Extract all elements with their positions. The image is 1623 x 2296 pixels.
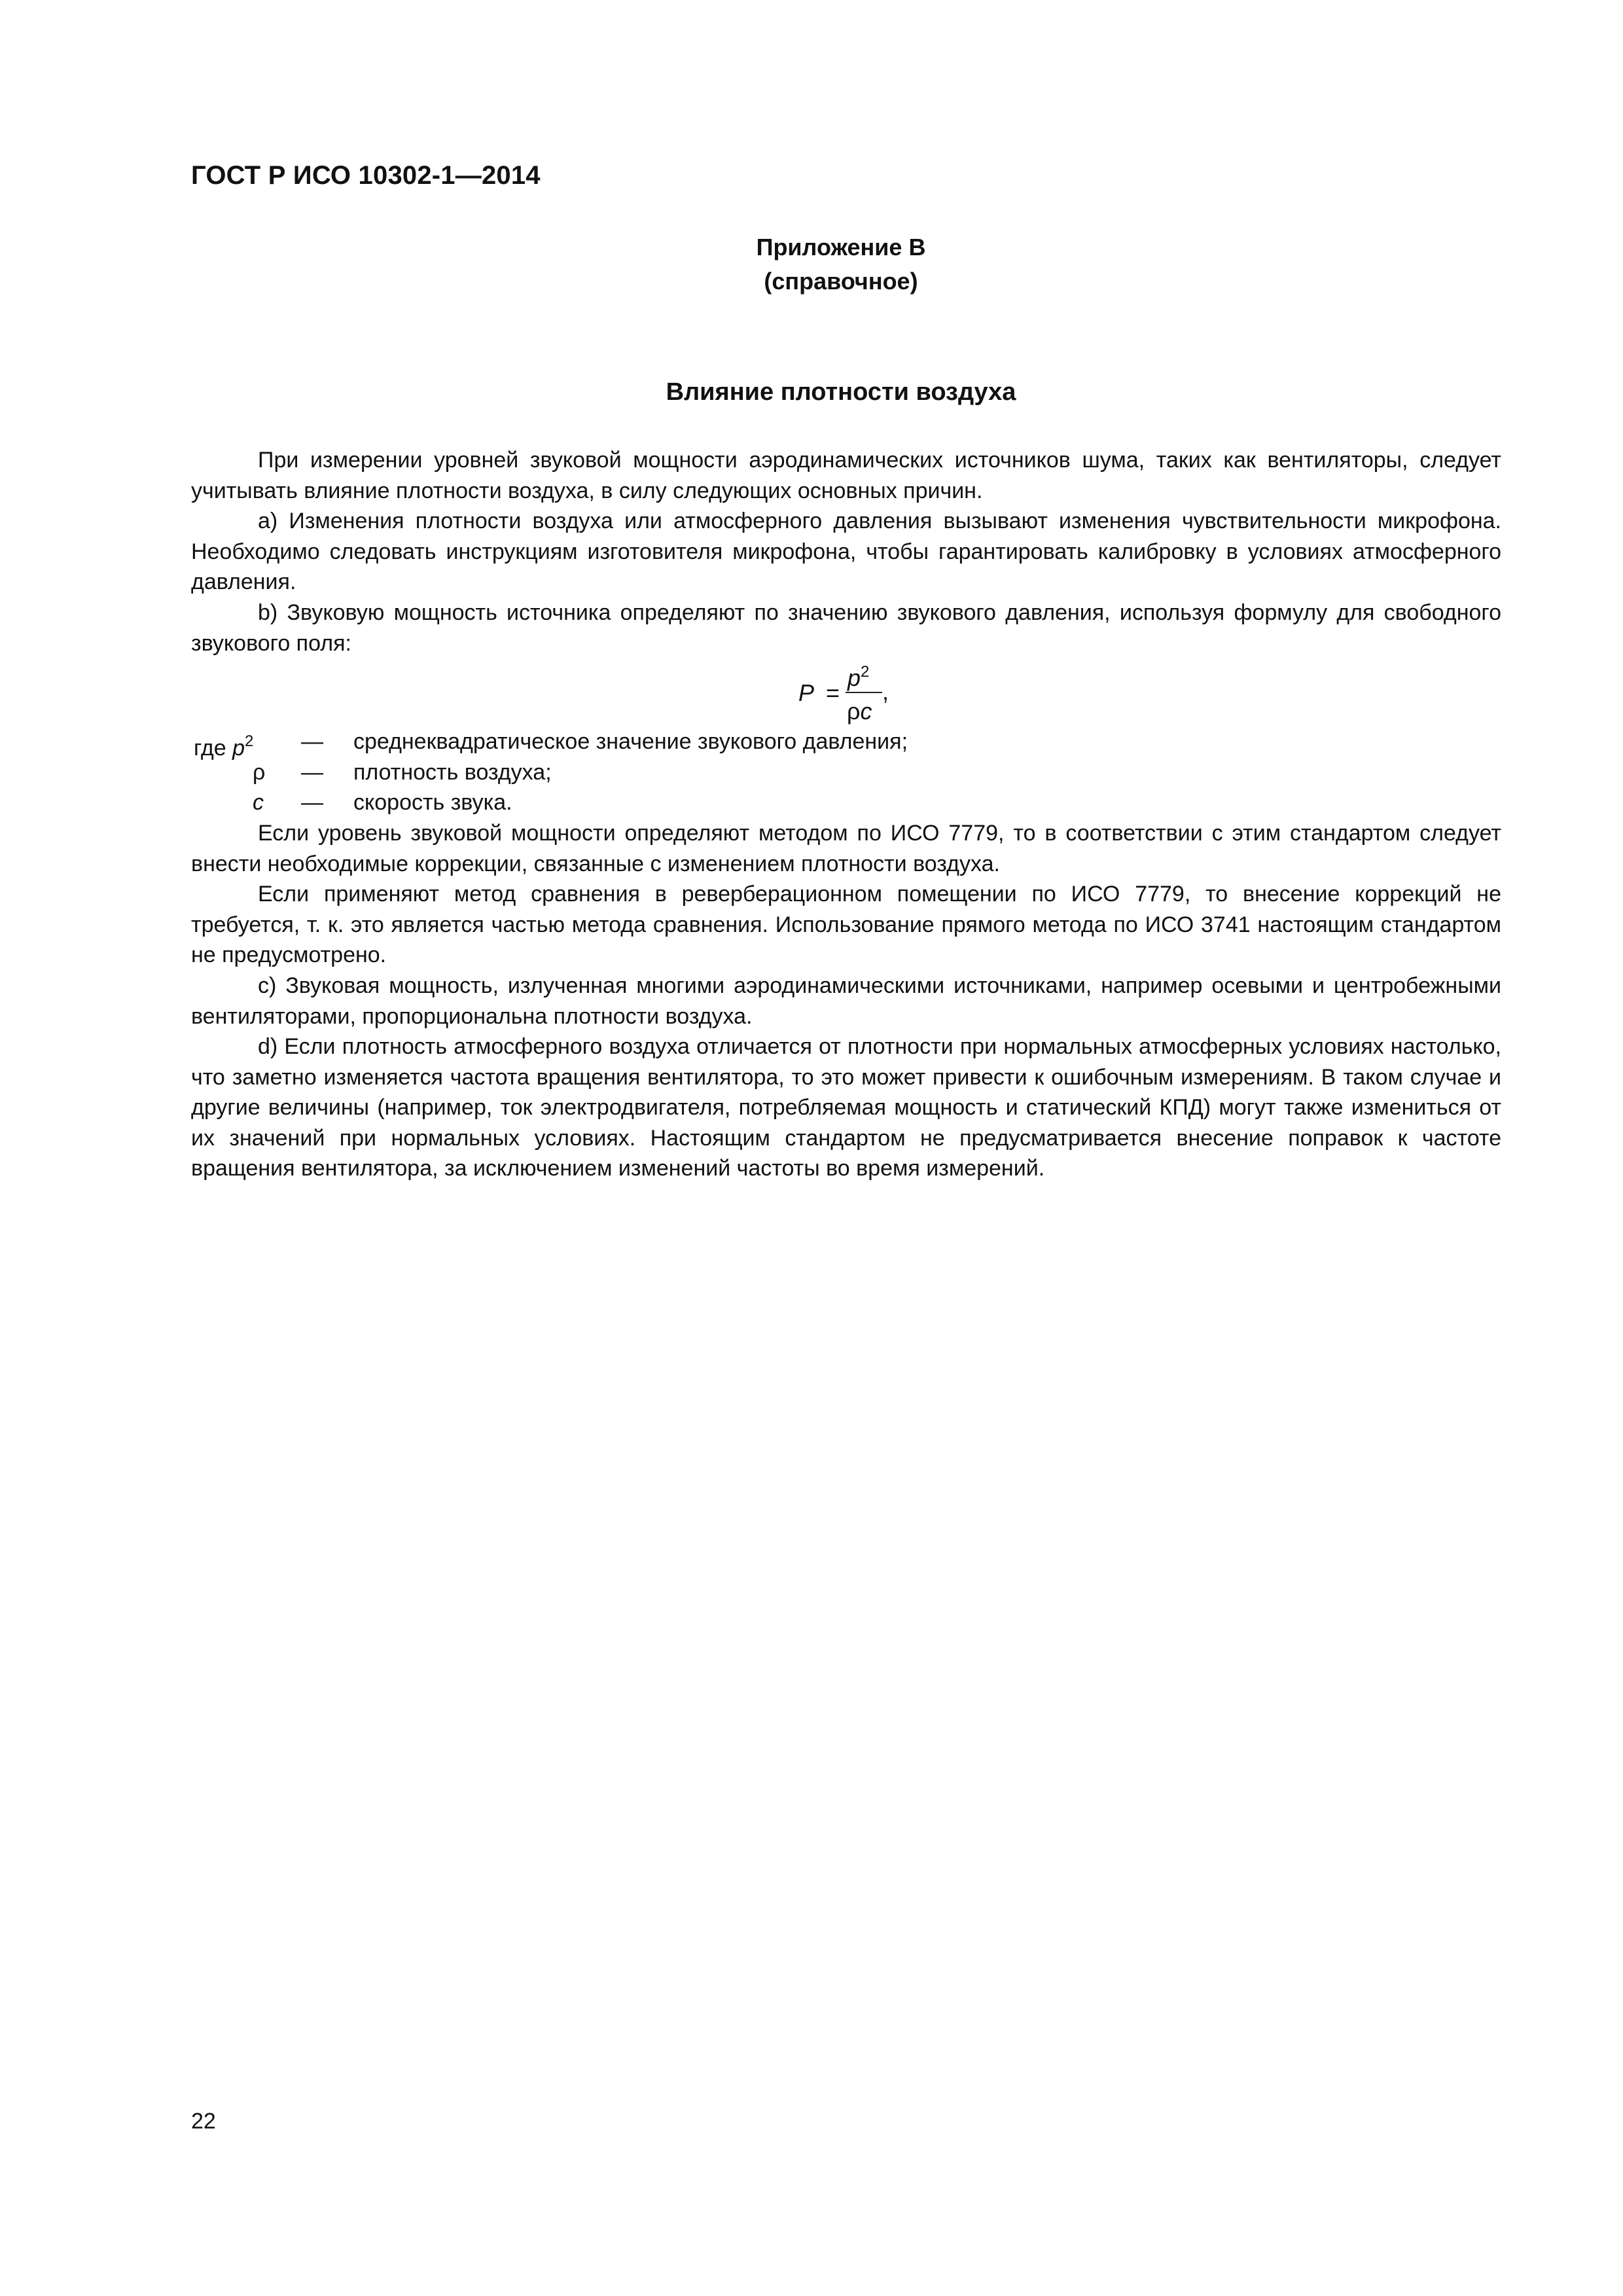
formula-rho: ρ	[847, 698, 861, 725]
formula-numerator	[847, 657, 869, 694]
where-dash: —	[301, 790, 323, 816]
formula-exponent: 2	[861, 663, 870, 681]
annex-title: Приложение В	[756, 234, 926, 260]
paragraph-c: с) Звуковая мощность, излученная многими аэродинамическими источниками, например осевыми и центробежными вентиляторами, пропорциональна плотности воздуха.	[191, 973, 1501, 1029]
standard-code-header: ГОСТ Р ИСО 10302-1—2014	[191, 161, 541, 190]
paragraph-d: d) Если плотность атмосферного воздуха отличается от плотности при нормальных атмосферных условиях настолько, что заметно изменяется частота вращения вентилятора, то это может привести к ошибочным измерениям. В таком случае и другие величины (например, ток электродвигателя, потребляемая мощность и статический КПД) могут также измениться от их значений при нормальных условиях. Настоящим стандартом не предусматривается внесение поправок к частоте вращения вентилятора, за исключением изменений частоты во время измерений.	[191, 1034, 1501, 1181]
formula-lhs: P	[798, 679, 815, 707]
where-dash: —	[301, 729, 323, 755]
where-description-density: плотность воздуха;	[353, 759, 552, 785]
where-symbol-rho: ρ	[253, 759, 266, 785]
page-number: 22	[191, 2109, 216, 2134]
where-description-pressure: среднеквадратическое значение звукового давления;	[353, 729, 908, 755]
formula-equals: =	[826, 679, 840, 707]
fraction-bar	[846, 692, 882, 693]
annex-kind: (справочное)	[764, 268, 918, 295]
paragraph-reverberation: Если применяют метод сравнения в реверберационном помещении по ИСО 7779, то внесение коррекций не требуется, т. к. это является частью метода сравнения. Использование прямого метода по ИСО 3741 настоящим стандартом не предусмотрено.	[191, 882, 1501, 968]
paragraph-intro: При измерении уровней звуковой мощности аэродинамических источников шума, таких как вентиляторы, следует учитывать влияние плотности воздуха, в силу следующих основных причин.	[191, 448, 1501, 503]
where-lead: где	[194, 736, 226, 761]
sound-power-formula	[191, 658, 1501, 726]
where-dash: —	[301, 759, 323, 785]
paragraph-a: а) Изменения плотности воздуха или атмосферного давления вызывают изменения чувствительности микрофона. Необходимо следовать инструкциям изготовителя микрофона, чтобы гарантировать калибровку в условиях атмосферного давления.	[191, 509, 1501, 595]
where-symbol-p: p	[232, 736, 245, 761]
where-symbol-p-exponent: 2	[245, 732, 254, 751]
paragraph-b: b) Звуковую мощность источника определяют по значению звукового давления, используя формулу для свободного звукового поля:	[191, 600, 1501, 656]
formula-comma: ,	[882, 678, 889, 706]
where-description-speed: скорость звука.	[353, 790, 512, 816]
where-row-pressure	[191, 726, 1501, 761]
section-title: Влияние плотности воздуха	[666, 378, 1016, 406]
document-body	[191, 445, 1501, 1184]
formula-numerator-symbol: p	[847, 664, 861, 692]
where-row-speed	[191, 787, 1501, 818]
where-row-density	[191, 757, 1501, 788]
where-symbol-c: c	[253, 790, 264, 816]
annex-heading	[0, 230, 1623, 298]
formula-c: c	[860, 698, 872, 725]
paragraph-iso7779: Если уровень звуковой мощности определяют методом по ИСО 7779, то в соответствии с этим стандартом следует внести необходимые коррекции, связанные с изменением плотности воздуха.	[191, 820, 1501, 876]
formula-denominator	[847, 696, 872, 727]
